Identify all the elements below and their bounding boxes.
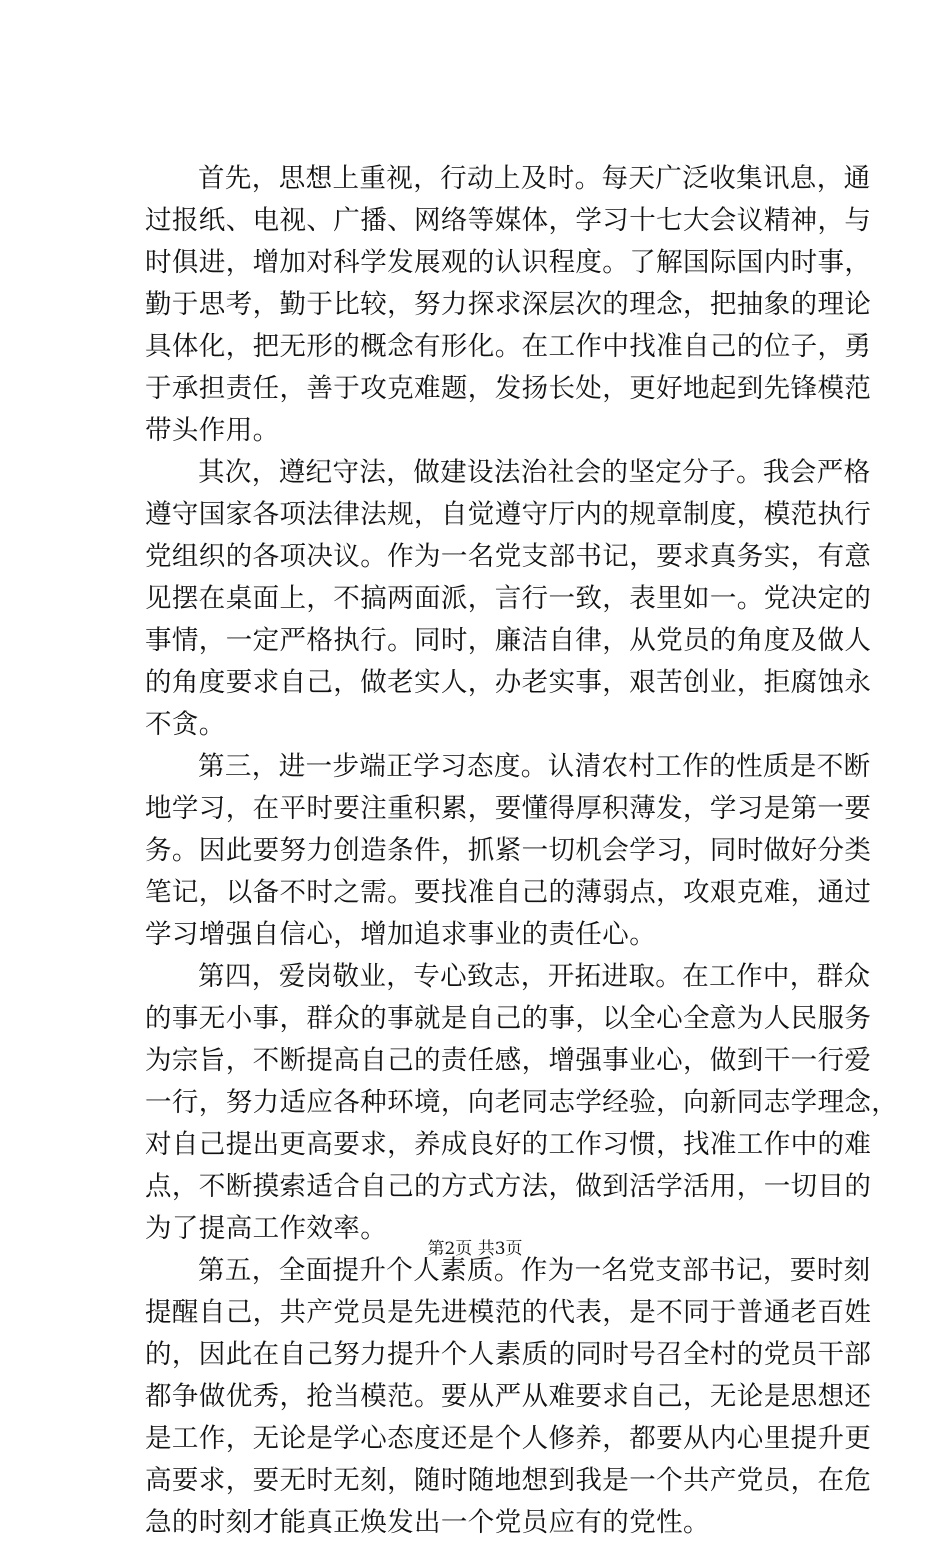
document-body: [145, 158, 899, 1544]
text-line: 勤于思考，勤于比较，努力探求深层次的理念，把抽象的理论: [145, 289, 872, 320]
text-line: 遵守国家各项法律法规，自觉遵守厅内的规章制度，模范执行: [145, 499, 872, 530]
page-number-footer: 第2页 共3页: [427, 1239, 523, 1259]
text-line: 笔记，以备不时之需。要找准自己的薄弱点，攻艰克难，通过: [145, 877, 872, 908]
text-line: 为了提高工作效率。: [145, 1213, 388, 1244]
text-line: 党组织的各项决议。作为一名党支部书记，要求真务实，有意: [145, 541, 872, 572]
paragraph-3: [145, 746, 872, 956]
text-line: 地学习，在平时要注重积累，要懂得厚积薄发，学习是第一要: [145, 793, 872, 824]
text-line: 于承担责任，善于攻克难题，发扬长处，更好地起到先锋模范: [145, 373, 872, 404]
text-line: 具体化，把无形的概念有形化。在工作中找准自己的位子，勇: [145, 331, 872, 362]
text-line: 是工作，无论是学心态度还是个人修养，都要从内心里提升更: [145, 1423, 872, 1454]
text-line: 见摆在桌面上，不搞两面派，言行一致，表里如一。党决定的: [145, 583, 872, 614]
text-line: 带头作用。: [145, 415, 280, 446]
text-line: 的事无小事，群众的事就是自己的事，以全心全意为人民服务: [145, 1003, 872, 1034]
text-line: 的，因此在自己努力提升个人素质的同时号召全村的党员干部: [145, 1339, 872, 1370]
text-line: 务。因此要努力创造条件，抓紧一切机会学习，同时做好分类: [145, 835, 872, 866]
text-line: 第四，爱岗敬业，专心致志，开拓进取。在工作中，群众: [198, 961, 871, 992]
text-line: 的角度要求自己，做老实人，办老实事，艰苦创业，拒腐蚀永: [145, 667, 872, 698]
paragraph-1: [145, 158, 872, 452]
text-line: 第三，进一步端正学习态度。认清农村工作的性质是不断: [198, 751, 871, 782]
text-line: 学习增强自信心，增加追求事业的责任心。: [145, 919, 657, 950]
text-line: 时俱进，增加对科学发展观的认识程度。了解国际国内时事，: [145, 247, 872, 278]
text-line: 都争做优秀，抢当模范。要从严从难要求自己，无论是思想还: [145, 1381, 872, 1412]
text-line: 不贪。: [145, 709, 226, 740]
text-line: 对自己提出更高要求，养成良好的工作习惯，找准工作中的难: [145, 1129, 872, 1160]
text-line: 为宗旨，不断提高自己的责任感，增强事业心，做到干一行爱: [145, 1045, 872, 1076]
text-line: 提醒自己，共产党员是先进模范的代表，是不同于普通老百姓: [145, 1297, 872, 1328]
text-line: 急的时刻才能真正焕发出一个党员应有的党性。: [145, 1507, 710, 1538]
text-line: 点，不断摸索适合自己的方式方法，做到活学活用，一切目的: [145, 1171, 872, 1202]
text-line: 过报纸、电视、广播、网络等媒体，学习十七大会议精神，与: [145, 205, 872, 236]
paragraph-5: [145, 1250, 872, 1544]
paragraph-4: [145, 956, 899, 1250]
text-line: 其次，遵纪守法，做建设法治社会的坚定分子。我会严格: [198, 457, 871, 488]
text-line: 高要求，要无时无刻，随时随地想到我是一个共产党员，在危: [145, 1465, 872, 1496]
text-line: 第五，全面提升个人素质。作为一名党支部书记，要时刻: [198, 1255, 871, 1286]
text-line: 首先，思想上重视，行动上及时。每天广泛收集讯息，通: [198, 163, 871, 194]
text-line: 一行，努力适应各种环境，向老同志学经验，向新同志学理念，: [145, 1087, 899, 1118]
text-line: 事情，一定严格执行。同时，廉洁自律，从党员的角度及做人: [145, 625, 872, 656]
paragraph-2: [145, 452, 872, 746]
